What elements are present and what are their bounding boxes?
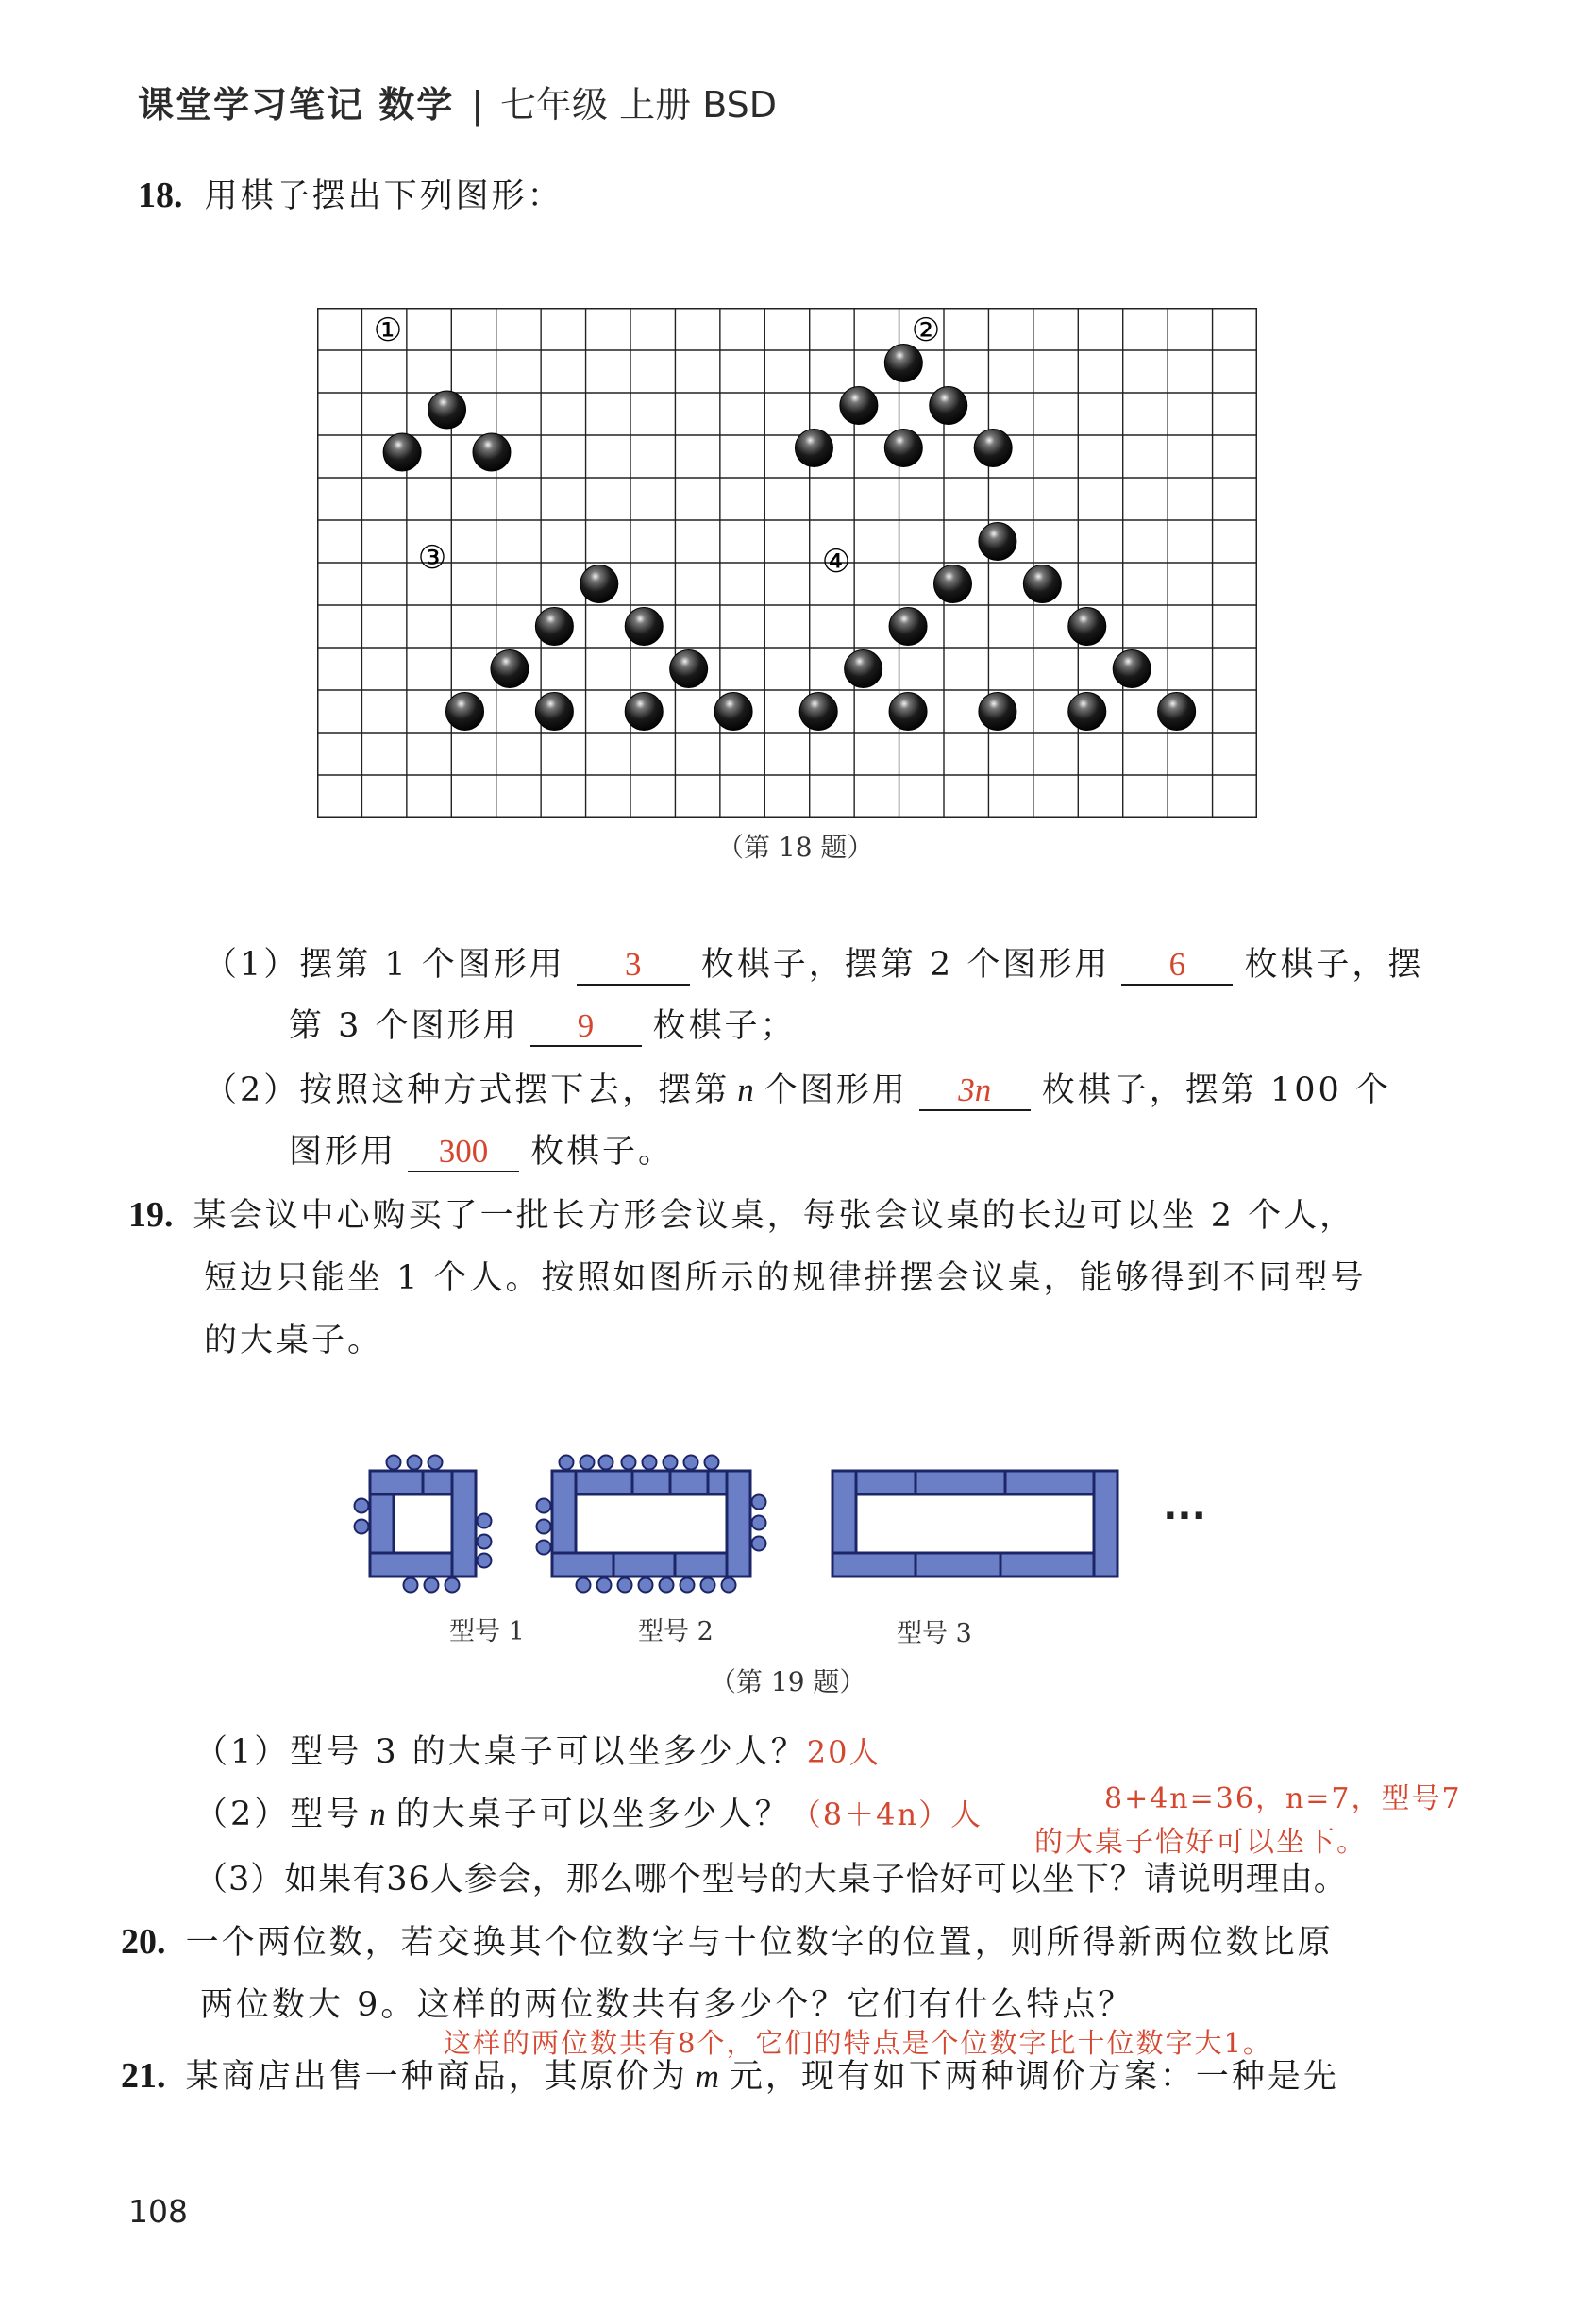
board-grid [317,308,1257,818]
q19-sub1-text: （1）型号 3 的大桌子可以坐多少人？ [194,1733,807,1771]
q19-sub2-text-b: 的大桌子可以坐多少人？ [395,1796,791,1833]
ellipsis: ··· [1163,1494,1206,1538]
seat-dot [580,1456,595,1470]
q18-part1-line2 [289,1000,797,1047]
go-stone [670,650,708,688]
go-stone [979,693,1016,731]
seat-dot [537,1520,551,1534]
running-header [138,76,777,127]
seat-dot [643,1456,657,1470]
go-stone [799,693,837,731]
go-stone [884,345,922,382]
tables-layer [355,1456,1118,1593]
q18-answer-5: 300 [408,1134,519,1172]
q18-var-n: n [737,1071,757,1108]
q18-caption: （第 18 题） [717,832,874,863]
go-stone [845,650,882,688]
book-title: 课堂学习笔记 数学 [138,84,455,126]
q18-p1-text-d: 第 3 个图形用 [289,1007,519,1045]
go-stone [625,608,663,646]
seat-dot [752,1495,766,1510]
seat-dot [577,1578,591,1593]
figure-label-4: ④ [821,543,851,581]
q18-p1-text-e: 枚棋子； [652,1007,797,1045]
q19-sub3: （3）如果有36人参会，那么哪个型号的大桌子恰好可以坐下？请说明理由。 [194,1861,1348,1898]
q19-text-2: 短边只能坐 1 个人。按照如图所示的规律拼摆会议桌，能够得到不同型号 [204,1259,1367,1297]
seat-dot [684,1456,698,1470]
q18-part2-line2 [289,1125,674,1172]
go-board-figure [317,308,1257,818]
go-stone [889,693,927,731]
seat-dot [560,1456,574,1470]
seat-dot [752,1516,766,1530]
q20-number: 20. [121,1922,166,1962]
type-2-label: 型号 2 [638,1617,714,1646]
go-stone [491,650,529,688]
go-stone [1068,608,1106,646]
q19-note-line1: 8+4n=36，n=7，型号7 [1104,1782,1462,1815]
seat-dot [355,1520,369,1534]
q18-number: 18. [138,176,183,215]
q19-caption: （第 19 题） [710,1666,866,1697]
q21-number: 21. [121,2056,166,2096]
q18-p1-text-c: 枚棋子，摆 [1244,946,1424,984]
q19-sub2-answer: （8＋4n）人 [790,1797,983,1832]
table-piece [832,1471,1117,1494]
seat-dot [428,1456,443,1470]
seat-dot [660,1578,674,1593]
q19-number: 19. [128,1195,174,1235]
table-piece [832,1553,1117,1577]
stones-layer [383,345,1196,731]
go-stone [535,608,573,646]
seat-dot [537,1499,551,1513]
q18-p2-text-e: 枚棋子。 [530,1133,675,1171]
q21-text-b: 元，现有如下两种调价方案：一种是先 [729,2058,1339,2096]
go-stone [933,565,971,603]
seat-dot [622,1456,636,1470]
q19-sub2-text-a: （2）型号 [194,1796,362,1833]
book-subtitle: 七年级 上册 BSD [500,84,777,126]
go-stone [889,608,927,646]
seat-dot [701,1578,715,1593]
go-stone [1068,693,1106,731]
page-number: 108 [128,2193,188,2230]
seat-dot [478,1514,492,1528]
seat-dot [537,1541,551,1555]
q18-answer-2: 6 [1121,947,1233,986]
go-stone [974,430,1012,467]
table-piece [452,1471,476,1577]
q19-text-1: 某会议中心购买了一批长方形会议桌，每张会议桌的长边可以坐 2 个人， [193,1197,1356,1235]
seat-dot [664,1456,678,1470]
table-piece [552,1553,750,1577]
q18-answer-3: 9 [530,1008,642,1047]
go-stone [840,387,878,425]
q19-note-line2: 的大桌子恰好可以坐下。 [1034,1826,1367,1859]
seat-dot [599,1456,613,1470]
q19-text-3: 的大桌子。 [204,1322,384,1359]
seat-dot [478,1554,492,1568]
seat-dot [445,1578,460,1593]
q21-line1 [121,2050,1339,2098]
q18-p1-text-b: 枚棋子，摆第 2 个图形用 [700,946,1111,984]
q18-p2-text-d: 图形用 [289,1133,397,1171]
go-stone [884,430,922,467]
q20-text-2: 两位数大 9。这样的两位数共有多少个？它们有什么特点？ [200,1986,1134,2024]
q21-var-m: m [695,2058,722,2095]
seat-dot [408,1456,422,1470]
seat-dot [722,1578,736,1593]
seat-dot [597,1578,612,1593]
go-stone [580,565,618,603]
table-piece [552,1471,750,1494]
go-stone [535,693,573,731]
seat-dot [425,1578,439,1593]
table-piece [1094,1471,1117,1577]
go-stone [1023,565,1061,603]
q18-text: 用棋子摆出下列图形： [204,177,563,215]
q18-stem [138,170,563,217]
seat-dot [355,1499,369,1513]
figure-label-1: ① [373,312,403,349]
q20-text-1: 一个两位数，若交换其个位数字与十位数字的位置，则所得新两位数比原 [185,1924,1334,1962]
q20-line1 [121,1916,1334,1964]
q18-answer-4: 3n [919,1072,1031,1111]
seat-dot [478,1535,492,1549]
go-stone [1113,650,1151,688]
figure-label-3: ③ [417,539,447,577]
go-stone [979,523,1016,561]
go-stone [383,433,421,471]
go-stone [428,391,466,429]
go-stone [473,433,511,471]
q19-sub1 [194,1726,882,1773]
go-stone [1158,693,1196,731]
type-1-label: 型号 1 [449,1617,525,1646]
q19-line1 [128,1189,1355,1237]
seat-dot [752,1537,766,1551]
q19-sub2 [194,1788,983,1835]
seat-dot [680,1578,695,1593]
q19-sub1-answer: 20人 [806,1734,882,1770]
q18-p2-text-a: （2）按照这种方式摆下去，摆第 [204,1071,731,1109]
q18-p2-text-c: 枚棋子，摆第 100 个 [1041,1071,1391,1109]
seat-dot [404,1578,418,1593]
go-stone [714,693,752,731]
q21-text-a: 某商店出售一种商品，其原价为 [185,2058,688,2096]
type-3-label: 型号 3 [897,1619,972,1648]
go-stone [625,693,663,731]
table-piece [727,1471,750,1577]
seat-dot [618,1578,632,1593]
seat-dot [639,1578,653,1593]
seat-dot [387,1456,401,1470]
seat-dot [705,1456,719,1470]
q19-sub2-var-n: n [369,1796,389,1832]
q18-part1-line1 [204,938,1423,986]
header-separator: | [471,84,484,126]
q18-part2-line1 [204,1064,1391,1111]
go-stone [446,693,484,731]
q18-answer-1: 3 [577,947,690,986]
q18-p1-text-a: （1）摆第 1 个图形用 [204,946,565,984]
go-stone [930,387,967,425]
q20-answer: 这样的两位数共有8个，它们的特点是个位数字比十位数字大1。 [444,2027,1272,2059]
table-piece [370,1471,423,1494]
go-stone [795,430,832,467]
figure-label-2: ② [911,312,941,349]
q18-p2-text-b: 个图形用 [764,1071,908,1109]
